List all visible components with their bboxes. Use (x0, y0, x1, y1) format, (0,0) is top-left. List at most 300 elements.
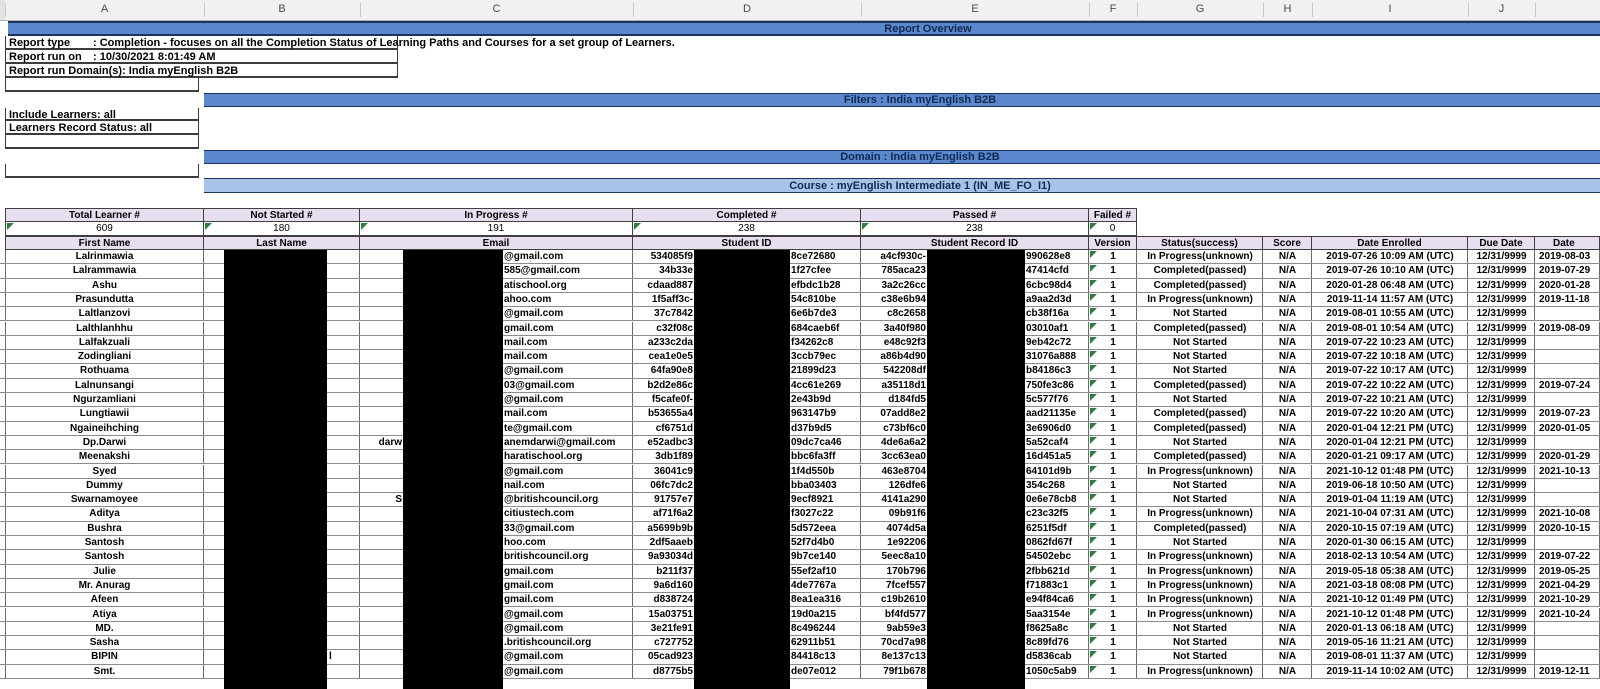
summary-header-cell[interactable]: In Progress # (360, 208, 633, 222)
cell-due-date[interactable]: 12/31/9999 (1476, 622, 1527, 634)
cell-date-enrolled[interactable]: 2019-08-01 11:37 AM (UTC) (1326, 651, 1454, 663)
cell-version[interactable]: 1 (1089, 536, 1137, 550)
cell-version[interactable]: 1 (1089, 507, 1137, 521)
cell-student-record-id-fragment-right[interactable]: f8625a8c (1026, 622, 1069, 634)
cell[interactable] (1535, 650, 1600, 663)
cell-student-id-fragment-left[interactable]: b53655a4 (647, 408, 693, 420)
cell-student-record-id-fragment-left[interactable]: 170b796 (886, 565, 926, 577)
cell-student-id-fragment-left[interactable]: f5cafe0f- (651, 394, 693, 405)
cell-status[interactable]: Not Started (1173, 537, 1227, 548)
cell-email-fragment-right[interactable]: mail.com (504, 336, 548, 348)
cell-student-record-id-fragment-right[interactable]: cb38f16a (1026, 308, 1069, 320)
cell-first-name[interactable]: Lungtiawii (79, 408, 130, 420)
cell-email-fragment-right[interactable]: gmail.com (504, 594, 554, 606)
cell-student-id-fragment-right[interactable]: 8ea1ea316 (791, 594, 842, 606)
cell-student-id-fragment-right[interactable]: 6e6b7de3 (791, 308, 837, 320)
cell-student-id-fragment-right[interactable]: bba03403 (791, 479, 837, 491)
cell[interactable] (1535, 364, 1600, 377)
cell-student-record-id-fragment-right[interactable]: 47414cfd (1026, 265, 1069, 277)
cell-date-completed[interactable]: 2020-01-05 (1539, 422, 1591, 434)
cell-email-fragment-right[interactable]: haratischool.org (504, 451, 583, 463)
cell-student-record-id-fragment-left[interactable]: 3a40f980 (883, 322, 926, 334)
banner-course[interactable] (204, 178, 1600, 193)
cell-email-fragment-right[interactable]: ahoo.com (504, 293, 552, 305)
cell-student-record-id-fragment-left[interactable]: 5eec8a10 (881, 551, 926, 563)
cell-due-date[interactable]: 12/31/9999 (1476, 479, 1527, 491)
cell-status[interactable]: In Progress(unknown) (1147, 508, 1253, 520)
cell-student-id-fragment-left[interactable]: 37c7842 (654, 308, 693, 320)
cell-date-enrolled[interactable]: 2020-01-21 09:17 AM (UTC) (1326, 451, 1454, 463)
cell-score[interactable]: N/A (1278, 451, 1297, 463)
cell-due-date[interactable]: 12/31/9999 (1476, 465, 1527, 477)
cell-student-id-fragment-right[interactable]: 4cc61e269 (791, 379, 842, 391)
cell-first-name[interactable]: Santosh (84, 537, 125, 548)
cell-date-enrolled[interactable]: 2021-10-12 01:48 PM (UTC) (1326, 608, 1454, 620)
cell-version[interactable]: 1 (1089, 307, 1137, 321)
cell-status[interactable]: In Progress(unknown) (1147, 594, 1253, 606)
cell-email-fragment-right[interactable]: gmail.com (504, 565, 554, 577)
cell-student-id-fragment-left[interactable]: 1f5aff3c- (651, 293, 693, 305)
cell-status[interactable]: Not Started (1173, 336, 1227, 348)
cell-date-enrolled[interactable]: 2020-10-15 07:19 AM (UTC) (1326, 522, 1454, 534)
cell-email-fragment-right[interactable]: @gmail.com (504, 622, 564, 634)
cell-date-enrolled[interactable]: 2019-07-22 10:23 AM (UTC) (1326, 336, 1454, 348)
cell-student-record-id-fragment-left[interactable]: 463e8704 (881, 465, 926, 477)
cell-date-enrolled[interactable]: 2021-10-12 01:49 PM (UTC) (1326, 594, 1454, 606)
cell-learners-record-status[interactable] (5, 121, 199, 135)
cell-student-record-id-fragment-right[interactable]: 64101d9b (1026, 465, 1072, 477)
cell-status[interactable]: In Progress(unknown) (1147, 579, 1253, 591)
cell-date-enrolled[interactable]: 2019-07-22 10:22 AM (UTC) (1326, 379, 1454, 391)
cell-score[interactable]: N/A (1278, 565, 1297, 577)
cell-first-name[interactable]: Zodingliani (77, 351, 132, 363)
cell-student-record-id-fragment-left[interactable]: a86b4d90 (880, 351, 926, 363)
cell-status[interactable]: Not Started (1173, 394, 1227, 405)
cell-student-id-fragment-left[interactable]: cea1e0e5 (648, 351, 693, 363)
cell-score[interactable]: N/A (1278, 293, 1297, 305)
cell-email-fragment-right[interactable]: .britishcouncil.org (504, 637, 592, 649)
cell-first-name[interactable]: Swarnamoyee (70, 494, 139, 506)
cell-first-name[interactable]: Santosh (84, 551, 125, 563)
summary-header-cell[interactable]: Total Learner # (5, 208, 204, 222)
cell-student-record-id-fragment-right[interactable]: 750fe3c86 (1026, 379, 1074, 391)
cell-score[interactable]: N/A (1278, 508, 1297, 520)
column-letter-C[interactable]: C (492, 3, 501, 15)
table-header-cell[interactable]: Student Record ID (861, 236, 1089, 250)
cell-date-enrolled[interactable]: 2021-03-18 08:08 PM (UTC) (1326, 579, 1454, 591)
cell-email-fragment-right[interactable]: te@gmail.com (504, 422, 573, 434)
cell-student-record-id-fragment-right[interactable]: b84186c3 (1026, 365, 1072, 377)
cell-date-enrolled[interactable]: 2019-07-22 10:18 AM (UTC) (1326, 351, 1454, 363)
cell-student-id-fragment-right[interactable]: bbc6fa3ff (791, 451, 836, 463)
cell-date-completed[interactable]: 2019-08-09 (1539, 322, 1591, 334)
cell-student-record-id-fragment-left[interactable]: c38e6b94 (880, 293, 926, 305)
cell-student-id-fragment-right[interactable]: 54c810be (791, 293, 837, 305)
cell-status[interactable]: Completed(passed) (1153, 322, 1247, 334)
cell-status[interactable]: In Progress(unknown) (1147, 465, 1253, 477)
cell-student-id-fragment-left[interactable]: 05cad923 (647, 651, 693, 663)
cell-student-record-id-fragment-left[interactable]: 9ab59e3 (886, 622, 926, 634)
cell-date-enrolled[interactable]: 2020-01-04 12:21 PM (UTC) (1326, 422, 1454, 434)
cell-student-record-id-fragment-left[interactable]: bf4fd577 (884, 608, 926, 620)
cell-version[interactable]: 1 (1089, 493, 1137, 507)
cell-email-fragment-left[interactable]: darw (378, 436, 402, 448)
cell-date-completed[interactable]: 2020-01-29 (1539, 451, 1591, 463)
cell-date-enrolled[interactable]: 2019-01-04 11:19 AM (UTC) (1326, 494, 1454, 506)
cell-version[interactable]: 1 (1089, 379, 1137, 393)
cell-email-fragment-right[interactable]: 33@gmail.com (504, 522, 575, 534)
cell-first-name[interactable]: Lalfakzuali (78, 336, 131, 348)
cell-due-date[interactable]: 12/31/9999 (1476, 494, 1527, 506)
cell-score[interactable]: N/A (1278, 465, 1297, 477)
empty-cell[interactable] (5, 135, 199, 149)
cell-date-enrolled[interactable]: 2019-05-16 11:21 AM (UTC) (1326, 637, 1454, 649)
cell-first-name[interactable]: MD. (95, 622, 114, 634)
cell-version[interactable]: 1 (1089, 450, 1137, 464)
cell-student-record-id-fragment-right[interactable]: 6251f5df (1026, 522, 1067, 534)
summary-value-cell[interactable]: 180 (204, 222, 360, 236)
cell-date-enrolled[interactable]: 2020-01-13 06:18 AM (UTC) (1326, 622, 1454, 634)
cell-first-name[interactable]: BIPIN (91, 651, 118, 663)
cell-student-id-fragment-right[interactable]: 1f27cfee (791, 265, 832, 277)
cell-email-fragment-right[interactable]: @gmail.com (504, 651, 564, 663)
cell-last-name-fragment[interactable]: l (329, 651, 332, 663)
table-header-cell[interactable]: Last Name (204, 236, 360, 250)
cell-student-record-id-fragment-right[interactable]: 54502ebc (1026, 551, 1072, 563)
cell-student-id-fragment-left[interactable]: a5699b9b (647, 522, 693, 534)
cell-student-record-id-fragment-left[interactable]: 1e92206 (887, 537, 926, 548)
cell-date-completed[interactable]: 2021-10-24 (1539, 608, 1591, 620)
cell-student-id-fragment-right[interactable]: d37b9d5 (791, 422, 832, 434)
cell-email-fragment-right[interactable]: @gmail.com (504, 465, 564, 477)
cell-version[interactable]: 1 (1089, 622, 1137, 636)
cell-first-name[interactable]: Smt. (93, 665, 116, 677)
cell-email-fragment-right[interactable]: citiustech.com (504, 508, 575, 520)
cell-version[interactable]: 1 (1089, 293, 1137, 307)
cell-first-name[interactable]: Dp.Darwi (82, 436, 127, 448)
cell-student-record-id-fragment-left[interactable]: a4cf930c- (880, 251, 926, 262)
cell-student-id-fragment-left[interactable]: cf6751d (655, 422, 693, 434)
cell-email-fragment-right[interactable]: britishcouncil.org (504, 551, 589, 563)
cell-student-id-fragment-left[interactable]: 3db1f89 (655, 451, 693, 463)
cell-date-enrolled[interactable]: 2019-07-26 10:09 AM (UTC) (1326, 251, 1454, 262)
cell-student-record-id-fragment-left[interactable]: 4141a290 (881, 494, 926, 506)
cell-score[interactable]: N/A (1278, 351, 1297, 363)
cell-student-id-fragment-right[interactable]: 1f4d550b (791, 465, 835, 477)
cell-status[interactable]: Not Started (1173, 308, 1227, 320)
cell-score[interactable]: N/A (1278, 365, 1297, 377)
cell-student-id-fragment-right[interactable]: f3027c22 (791, 508, 834, 520)
cell-student-record-id-fragment-right[interactable]: f71883c1 (1026, 579, 1069, 591)
cell-first-name[interactable]: Lalnunsangi (75, 379, 134, 391)
cell-student-record-id-fragment-left[interactable]: 785aca23 (881, 265, 926, 277)
cell-first-name[interactable]: Dummy (86, 479, 123, 491)
cell-date-completed[interactable]: 2019-12-11 (1539, 665, 1590, 677)
cell-student-record-id-fragment-left[interactable]: c8c2658 (887, 308, 926, 320)
cell-status[interactable]: Not Started (1173, 479, 1227, 491)
cell-date-completed[interactable]: 2021-10-13 (1539, 465, 1591, 477)
cell-student-id-fragment-right[interactable]: 62911b51 (791, 637, 836, 649)
cell-status[interactable]: Not Started (1173, 365, 1227, 377)
cell-version[interactable]: 1 (1089, 264, 1137, 278)
cell-version[interactable]: 1 (1089, 465, 1137, 479)
cell-first-name[interactable]: Ngurzamliani (73, 394, 136, 405)
table-header-cell[interactable]: Due Date (1468, 236, 1535, 250)
cell-student-id-fragment-left[interactable]: 2df5aaeb (649, 537, 693, 548)
cell-student-id-fragment-right[interactable]: efbdc1b28 (791, 279, 841, 291)
cell-status[interactable]: Completed(passed) (1153, 522, 1247, 534)
column-letter-J[interactable]: J (1498, 3, 1505, 15)
summary-header-cell[interactable]: Passed # (861, 208, 1089, 222)
cell-first-name[interactable]: Ngaineihching (70, 422, 139, 434)
cell-student-id-fragment-left[interactable]: 91757e7 (654, 494, 693, 506)
cell-student-id-fragment-right[interactable]: 55ef2af10 (791, 565, 837, 577)
column-letter-B[interactable]: B (278, 3, 286, 15)
cell-due-date[interactable]: 12/31/9999 (1476, 265, 1527, 277)
cell-student-id-fragment-left[interactable]: 34b33e (659, 265, 693, 277)
cell-student-id-fragment-left[interactable]: 36041c9 (654, 465, 693, 477)
summary-value-cell[interactable]: 609 (5, 222, 204, 236)
cell-score[interactable]: N/A (1278, 436, 1297, 448)
cell-version[interactable]: 1 (1089, 579, 1137, 593)
cell-due-date[interactable]: 12/31/9999 (1476, 436, 1527, 448)
cell-email-fragment-right[interactable]: 03@gmail.com (504, 379, 575, 391)
column-letter-F[interactable]: F (1109, 3, 1117, 15)
cell-score[interactable]: N/A (1278, 665, 1297, 677)
cell-score[interactable]: N/A (1278, 651, 1297, 663)
cell-student-id-fragment-left[interactable]: b211f37 (656, 565, 693, 577)
cell-email-fragment-right[interactable]: gmail.com (504, 579, 554, 591)
cell-version[interactable]: 1 (1089, 636, 1137, 650)
cell-student-id-fragment-left[interactable]: d838724 (653, 594, 693, 606)
cell-email-fragment-right[interactable]: hoo.com (504, 537, 546, 548)
cell-status[interactable]: Completed(passed) (1153, 379, 1247, 391)
banner-filters[interactable] (204, 93, 1600, 107)
cell-due-date[interactable]: 12/31/9999 (1476, 637, 1527, 649)
empty-cell[interactable] (5, 164, 199, 178)
cell-student-record-id-fragment-right[interactable]: 5c577f76 (1026, 394, 1069, 405)
cell-student-id-fragment-right[interactable]: 8ce72680 (791, 251, 836, 262)
cell-email-fragment-right[interactable]: atischool.org (504, 279, 567, 291)
cell-first-name[interactable]: Mr. Anurag (78, 579, 131, 591)
cell-student-id-fragment-right[interactable]: f34262c8 (791, 336, 834, 348)
cell-date-completed[interactable]: 2020-10-15 (1539, 522, 1591, 534)
cell-version[interactable]: 1 (1089, 336, 1137, 350)
cell-score[interactable]: N/A (1278, 522, 1297, 534)
column-letter-H[interactable]: H (1283, 3, 1292, 15)
cell-status[interactable]: In Progress(unknown) (1147, 665, 1253, 677)
table-header-cell[interactable]: Status(success) (1137, 236, 1263, 250)
cell-score[interactable]: N/A (1278, 479, 1297, 491)
cell-date-completed[interactable]: 2019-07-24 (1539, 379, 1591, 391)
cell-email-fragment-left[interactable]: S (395, 494, 402, 506)
cell-version[interactable]: 1 (1089, 665, 1137, 679)
cell-version[interactable]: 1 (1089, 350, 1137, 364)
cell-student-record-id-fragment-right[interactable]: 5aa3154e (1026, 608, 1071, 620)
summary-header-cell[interactable]: Failed # (1089, 208, 1137, 222)
cell-student-id-fragment-left[interactable]: 15a03751 (648, 608, 693, 620)
cell-student-record-id-fragment-left[interactable]: 09b91f6 (888, 508, 926, 520)
cell-status[interactable]: Not Started (1173, 494, 1227, 506)
cell-first-name[interactable]: Laltlanzovi (78, 308, 131, 320)
cell-date-enrolled[interactable]: 2021-10-12 01:48 PM (UTC) (1326, 465, 1454, 477)
cell-due-date[interactable]: 12/31/9999 (1476, 422, 1527, 434)
cell-status[interactable]: Not Started (1173, 351, 1227, 363)
cell-student-id-fragment-right[interactable]: 21899d23 (791, 365, 837, 377)
cell-version[interactable]: 1 (1089, 593, 1137, 607)
cell-student-id-fragment-right[interactable]: 963147b9 (791, 408, 837, 420)
cell-student-record-id-fragment-right[interactable]: d5836cab (1026, 651, 1072, 663)
cell-student-id-fragment-left[interactable]: d8775b5 (652, 665, 693, 677)
cell-version[interactable]: 1 (1089, 550, 1137, 564)
cell-student-record-id-fragment-left[interactable]: 79f1b678 (883, 665, 926, 677)
cell-student-record-id-fragment-right[interactable]: 0e6e78cb8 (1026, 494, 1077, 506)
cell[interactable] (1535, 636, 1600, 649)
cell-first-name[interactable]: Rothuama (80, 365, 129, 377)
cell-date-completed[interactable]: 2019-07-29 (1539, 265, 1591, 277)
cell-student-record-id-fragment-right[interactable]: 5a52caf4 (1026, 436, 1069, 448)
cell-student-id-fragment-right[interactable]: 2e43b9d (791, 394, 832, 405)
cell-email-fragment-right[interactable]: @gmail.com (504, 251, 564, 262)
cell-date-enrolled[interactable]: 2020-01-30 06:15 AM (UTC) (1326, 537, 1454, 548)
cell[interactable] (1535, 350, 1600, 363)
cell-student-record-id-fragment-right[interactable]: e94f84ca6 (1026, 594, 1074, 606)
cell-student-id-fragment-right[interactable]: 09dc7ca46 (791, 436, 842, 448)
cell-score[interactable]: N/A (1278, 594, 1297, 606)
cell-version[interactable]: 1 (1089, 522, 1137, 536)
cell-score[interactable]: N/A (1278, 494, 1297, 506)
cell-student-record-id-fragment-right[interactable]: 354c268 (1026, 479, 1065, 491)
cell-due-date[interactable]: 12/31/9999 (1476, 665, 1527, 677)
cell-due-date[interactable]: 12/31/9999 (1476, 365, 1527, 377)
cell-student-id-fragment-right[interactable]: 9b7ce140 (791, 551, 837, 563)
cell-version[interactable]: 1 (1089, 322, 1137, 336)
summary-header-cell[interactable]: Completed # (633, 208, 861, 222)
cell-score[interactable]: N/A (1278, 579, 1297, 591)
cell-report-type[interactable] (5, 36, 675, 50)
cell-version[interactable]: 1 (1089, 364, 1137, 378)
cell-student-record-id-fragment-right[interactable]: 31076a888 (1026, 351, 1077, 363)
summary-value-cell[interactable]: 238 (861, 222, 1089, 236)
cell-first-name[interactable]: Prasundutta (75, 293, 134, 305)
cell-student-id-fragment-left[interactable]: 06fc7dc2 (650, 479, 693, 491)
cell-due-date[interactable]: 12/31/9999 (1476, 565, 1527, 577)
cell-due-date[interactable]: 12/31/9999 (1476, 522, 1527, 534)
cell-date-enrolled[interactable]: 2019-07-22 10:21 AM (UTC) (1326, 394, 1454, 405)
cell-score[interactable]: N/A (1278, 394, 1297, 405)
cell-version[interactable]: 1 (1089, 650, 1137, 664)
summary-value-cell[interactable]: 0 (1089, 222, 1137, 236)
cell-score[interactable]: N/A (1278, 637, 1297, 649)
cell[interactable] (1535, 479, 1600, 492)
cell-date-completed[interactable]: 2019-05-25 (1539, 565, 1591, 577)
cell-version[interactable]: 1 (1089, 393, 1137, 407)
cell-status[interactable]: In Progress(unknown) (1147, 293, 1253, 305)
cell-student-id-fragment-left[interactable]: a233c2da (647, 336, 693, 348)
cell-first-name[interactable]: Atiya (92, 608, 117, 620)
cell-student-record-id-fragment-right[interactable]: 990628e8 (1026, 251, 1071, 262)
cell-score[interactable]: N/A (1278, 336, 1297, 348)
table-header-cell[interactable]: Date Enrolled (1312, 236, 1468, 250)
cell-email-fragment-right[interactable]: gmail.com (504, 322, 554, 334)
cell-score[interactable]: N/A (1278, 322, 1297, 334)
empty-cell[interactable] (5, 78, 199, 92)
cell-student-id-fragment-left[interactable]: 3e21fe91 (650, 622, 693, 634)
cell-email-fragment-right[interactable]: mail.com (504, 408, 548, 420)
cell-score[interactable]: N/A (1278, 379, 1297, 391)
cell-due-date[interactable]: 12/31/9999 (1476, 508, 1527, 520)
cell-date-enrolled[interactable]: 2019-08-01 10:54 AM (UTC) (1326, 322, 1454, 334)
cell-student-record-id-fragment-right[interactable]: c23c32f5 (1026, 508, 1069, 520)
cell-date-completed[interactable]: 2021-10-29 (1539, 594, 1591, 606)
summary-header-cell[interactable]: Not Started # (204, 208, 360, 222)
cell-email-fragment-right[interactable]: nail.com (504, 479, 545, 491)
cell-due-date[interactable]: 12/31/9999 (1476, 293, 1527, 305)
cell-date-enrolled[interactable]: 2019-07-22 10:17 AM (UTC) (1326, 365, 1454, 377)
cell-student-record-id-fragment-right[interactable]: 16d451a5 (1026, 451, 1072, 463)
cell-date-enrolled[interactable]: 2019-05-18 05:38 AM (UTC) (1326, 565, 1454, 577)
cell-version[interactable]: 1 (1089, 608, 1137, 622)
cell-student-record-id-fragment-right[interactable]: 3e6906d0 (1026, 422, 1072, 434)
cell-report-run-domains[interactable] (5, 64, 398, 78)
cell-email-fragment-right[interactable]: @gmail.com (504, 365, 564, 377)
column-letter-G[interactable]: G (1195, 3, 1205, 15)
cell-due-date[interactable]: 12/31/9999 (1476, 251, 1527, 262)
cell-email-fragment-right[interactable]: @gmail.com (504, 308, 564, 320)
cell-due-date[interactable]: 12/31/9999 (1476, 408, 1527, 420)
cell-date-enrolled[interactable]: 2020-01-04 12:21 PM (UTC) (1326, 436, 1454, 448)
cell-first-name[interactable]: Bushra (87, 522, 122, 534)
cell-due-date[interactable]: 12/31/9999 (1476, 279, 1527, 291)
cell-due-date[interactable]: 12/31/9999 (1476, 451, 1527, 463)
cell-score[interactable]: N/A (1278, 308, 1297, 320)
cell-date-completed[interactable]: 2019-08-03 (1539, 251, 1591, 262)
cell-score[interactable]: N/A (1278, 279, 1297, 291)
cell[interactable] (1535, 536, 1600, 549)
cell-date-enrolled[interactable]: 2018-02-13 10:54 AM (UTC) (1326, 551, 1454, 563)
cell-student-id-fragment-left[interactable]: 64fa90e8 (650, 365, 693, 377)
cell-email-fragment-right[interactable]: @gmail.com (504, 665, 564, 677)
cell-first-name[interactable]: Syed (92, 465, 117, 477)
cell-first-name[interactable]: Afeen (90, 594, 119, 606)
cell-status[interactable]: In Progress(unknown) (1147, 608, 1253, 620)
table-header-cell[interactable]: Date (1535, 236, 1600, 250)
cell-student-record-id-fragment-left[interactable]: 70cd7a98 (880, 637, 926, 649)
cell-student-record-id-fragment-left[interactable]: c73bf6c0 (883, 422, 926, 434)
cell-date-enrolled[interactable]: 2021-10-04 07:31 AM (UTC) (1326, 508, 1454, 520)
cell-student-record-id-fragment-left[interactable]: 126dfe6 (888, 479, 926, 491)
cell-student-id-fragment-right[interactable]: 684caeb6f (791, 322, 840, 334)
column-letter-E[interactable]: E (971, 3, 979, 15)
cell-version[interactable]: 1 (1089, 436, 1137, 450)
cell-report-run-on[interactable] (5, 50, 398, 64)
cell-score[interactable]: N/A (1278, 265, 1297, 277)
cell-student-record-id-fragment-left[interactable]: 7fcef557 (885, 579, 926, 591)
cell-status[interactable]: Not Started (1173, 637, 1227, 649)
table-header-cell[interactable]: Email (360, 236, 633, 250)
cell-due-date[interactable]: 12/31/9999 (1476, 308, 1527, 320)
cell-student-id-fragment-left[interactable]: 534085f9 (650, 251, 693, 262)
cell-student-record-id-fragment-right[interactable]: 1050c5ab9 (1026, 665, 1077, 677)
cell-date-enrolled[interactable]: 2019-08-01 10:55 AM (UTC) (1326, 308, 1454, 320)
cell-date-enrolled[interactable]: 2019-11-14 10:02 AM (UTC) (1326, 665, 1454, 677)
cell-student-id-fragment-right[interactable]: de07e012 (791, 665, 837, 677)
cell-student-id-fragment-right[interactable]: 8c496244 (791, 622, 836, 634)
table-header-cell[interactable]: Version (1089, 236, 1137, 250)
cell-student-record-id-fragment-right[interactable]: 9eb42c72 (1026, 336, 1072, 348)
cell-status[interactable]: Not Started (1173, 436, 1227, 448)
cell[interactable] (1535, 493, 1600, 506)
